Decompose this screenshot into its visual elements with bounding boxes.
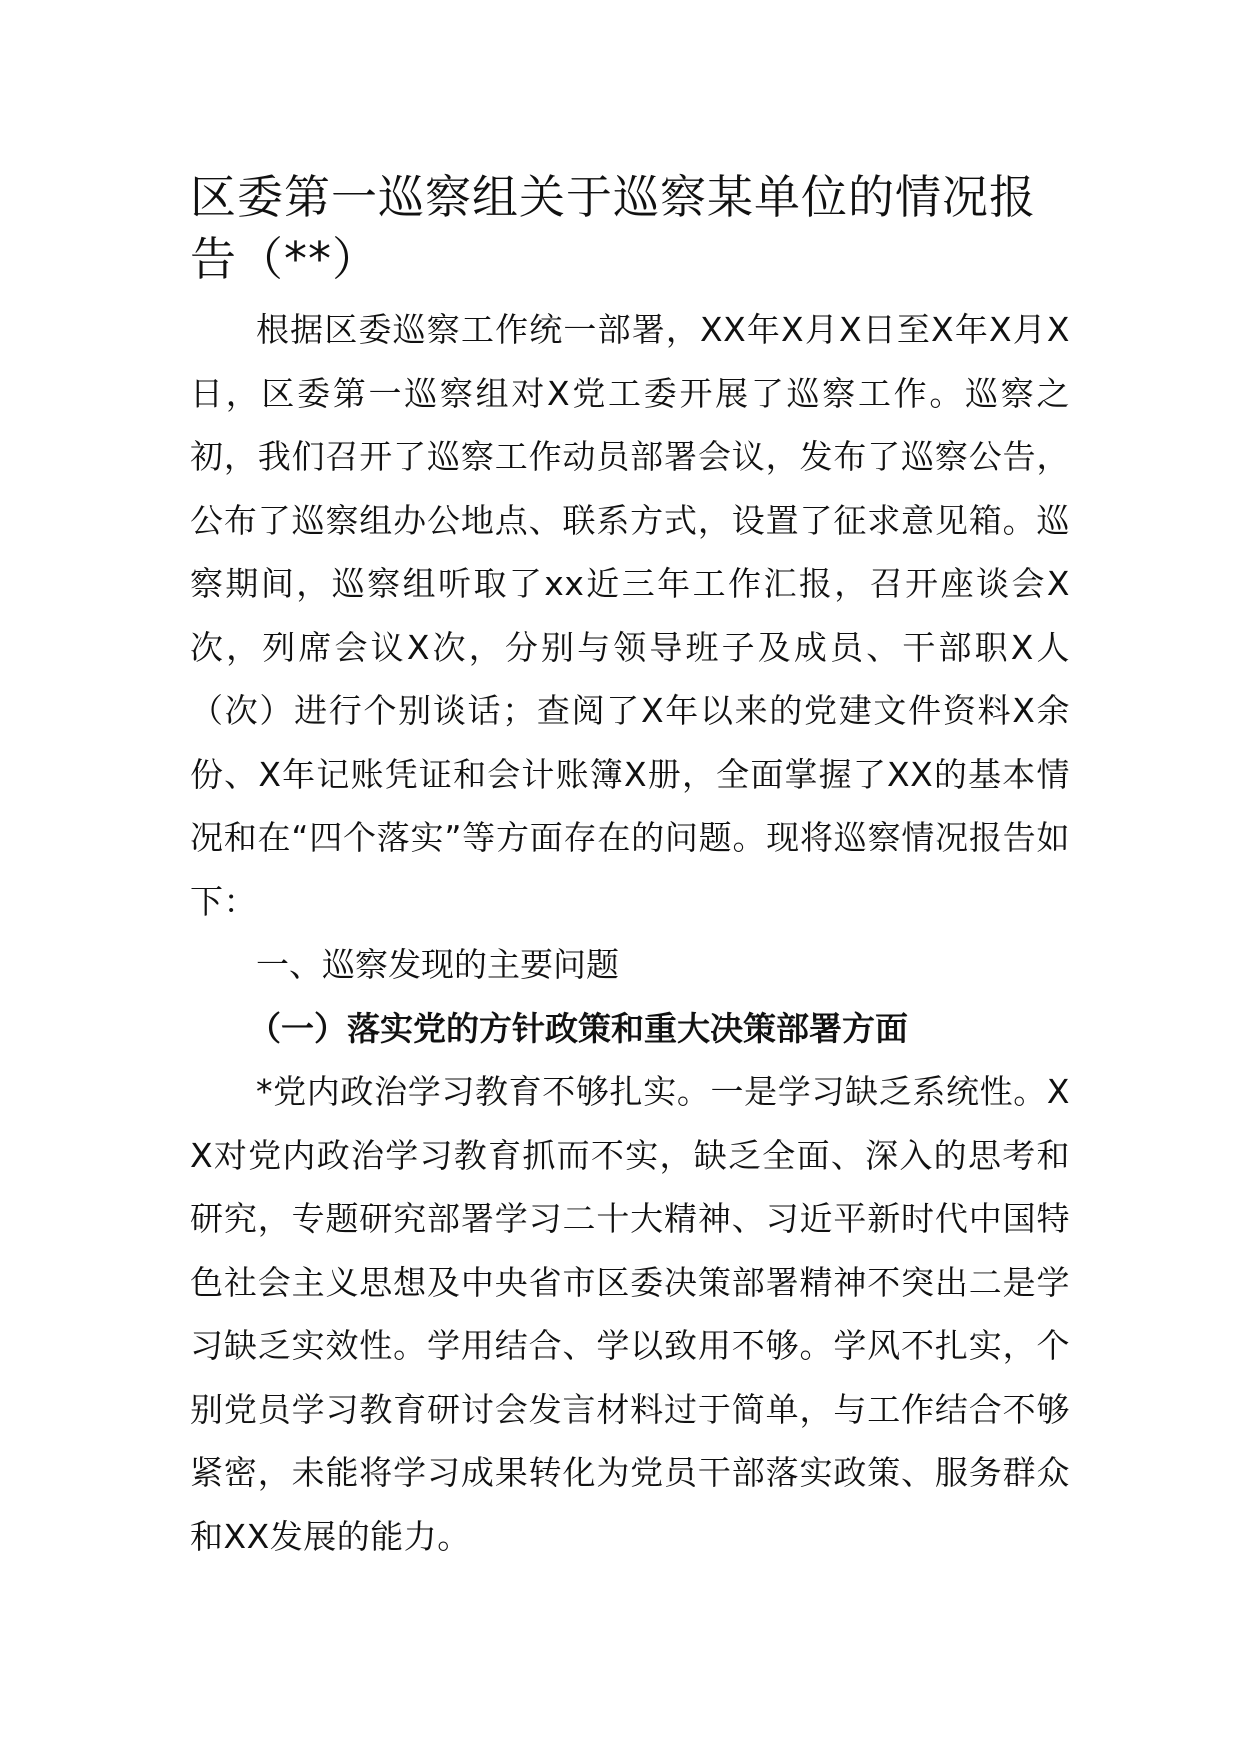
body-paragraph: *党内政治学习教育不够扎实。一是学习缺乏系统性。XX对党内政治学习教育抓而不实，缺乏全面、深入的思考和研究，专题研究部署学习二十大精神、习近平新时代中国特色社会主义思想及中央省市区委决策部署精神不突出二是学习缺乏实效性。学用结合、学以致用不够。学风不扎实，个别党员学习教育研讨会发言材料过于简单，与工作结合不够紧密，未能将学习成果转化为党员干部落实政策、服务群众和XX发展的能力。 [190,1072,1070,1556]
document-content [190,166,1070,1568]
intro-paragraph: 根据区委巡察工作统一部署，XX年X月X日至X年X月X日，区委第一巡察组对X党工委开展了巡察工作。巡察之初，我们召开了巡察工作动员部署会议，发布了巡察公告，公布了巡察组办公地点、联系方式，设置了征求意见箱。巡察期间，巡察组听取了xx近三年工作汇报，召开座谈会X次，列席会议X次，分别与领导班子及成员、干部职X人（次）进行个别谈话；查阅了X年以来的党建文件资料X余份、X年记账凭证和会计账簿X册，全面掌握了XX的基本情况和在“四个落实”等方面存在的问题。现将巡察情况报告如下： [190,310,1070,921]
document-title: 区委第一巡察组关于巡察某单位的情况报告（**） [190,170,1036,286]
section-heading: 一、巡察发现的主要问题 [256,945,619,984]
subsection-heading: （一）落实党的方针政策和重大决策部署方面 [248,1008,908,1048]
